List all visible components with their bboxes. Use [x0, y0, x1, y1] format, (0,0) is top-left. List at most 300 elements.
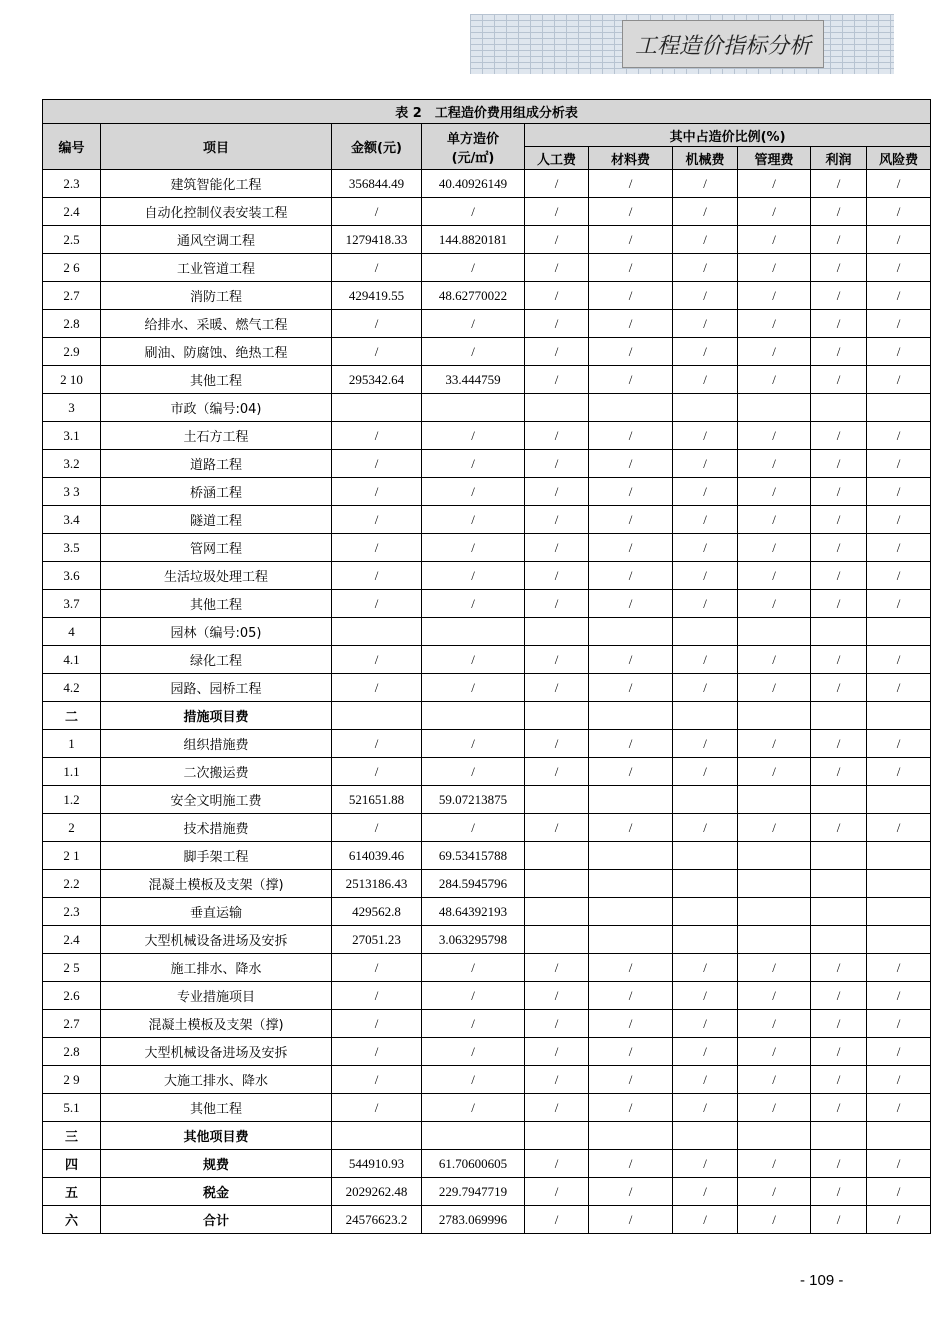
cell-machinery-ratio: / [673, 198, 738, 226]
cell-management-ratio: / [738, 1094, 811, 1122]
cell-risk-ratio: / [867, 170, 931, 198]
table-row [43, 310, 931, 338]
cell-material-ratio: / [589, 254, 673, 282]
table-row [43, 338, 931, 366]
cell-machinery-ratio: / [673, 534, 738, 562]
cell-management-ratio: / [738, 254, 811, 282]
table-row [43, 730, 931, 758]
cell-risk-ratio: / [867, 1206, 931, 1234]
cell-material-ratio: / [589, 450, 673, 478]
cell-management-ratio: / [738, 282, 811, 310]
cell-unit-cost: / [422, 1038, 525, 1066]
cell-profit-ratio: / [811, 170, 867, 198]
cell-profit-ratio: / [811, 1206, 867, 1234]
cell-profit-ratio [811, 786, 867, 814]
cell-material-ratio [589, 1122, 673, 1150]
column-header-machinery: 机械费 [673, 147, 738, 170]
table-row [43, 506, 931, 534]
cell-profit-ratio: / [811, 758, 867, 786]
cell-unit-cost: 144.8820181 [422, 226, 525, 254]
cell-code: 2 6 [43, 254, 101, 282]
cell-management-ratio: / [738, 1038, 811, 1066]
cell-profit-ratio: / [811, 534, 867, 562]
cell-unit-cost: 59.07213875 [422, 786, 525, 814]
section-title: 工程造价指标分析 [622, 20, 824, 68]
cell-risk-ratio: / [867, 674, 931, 702]
cell-amount: / [332, 1010, 422, 1038]
cell-risk-ratio: / [867, 814, 931, 842]
cell-labor-ratio [525, 1122, 589, 1150]
cell-unit-cost: / [422, 310, 525, 338]
cell-risk-ratio [867, 786, 931, 814]
cell-code: 2.4 [43, 926, 101, 954]
cell-material-ratio: / [589, 954, 673, 982]
cell-risk-ratio: / [867, 562, 931, 590]
cell-management-ratio: / [738, 1206, 811, 1234]
cell-risk-ratio: / [867, 758, 931, 786]
cell-risk-ratio: / [867, 506, 931, 534]
cell-profit-ratio: / [811, 1038, 867, 1066]
cell-profit-ratio: / [811, 562, 867, 590]
table-row [43, 1038, 931, 1066]
cell-machinery-ratio: / [673, 338, 738, 366]
cell-risk-ratio [867, 898, 931, 926]
cell-item: 生活垃圾处理工程 [101, 562, 332, 590]
cell-machinery-ratio: / [673, 506, 738, 534]
cell-profit-ratio [811, 618, 867, 646]
cell-risk-ratio: / [867, 1038, 931, 1066]
cell-risk-ratio: / [867, 1066, 931, 1094]
cell-labor-ratio [525, 702, 589, 730]
table-row [43, 758, 931, 786]
cell-item: 自动化控制仪表安装工程 [101, 198, 332, 226]
cell-item: 刷油、防腐蚀、绝热工程 [101, 338, 332, 366]
cell-amount: 544910.93 [332, 1150, 422, 1178]
table-row [43, 814, 931, 842]
cell-item: 大型机械设备进场及安拆 [101, 926, 332, 954]
cell-code: 2.2 [43, 870, 101, 898]
cell-labor-ratio: / [525, 1038, 589, 1066]
cell-unit-cost [422, 618, 525, 646]
cell-material-ratio: / [589, 422, 673, 450]
cell-labor-ratio: / [525, 562, 589, 590]
cell-unit-cost: / [422, 478, 525, 506]
cell-management-ratio [738, 786, 811, 814]
cell-machinery-ratio: / [673, 170, 738, 198]
cell-risk-ratio: / [867, 646, 931, 674]
page-number: - 109 - [800, 1272, 844, 1289]
cell-management-ratio: / [738, 954, 811, 982]
cell-item: 脚手架工程 [101, 842, 332, 870]
cell-amount: / [332, 590, 422, 618]
cell-management-ratio [738, 870, 811, 898]
cell-machinery-ratio [673, 842, 738, 870]
cell-code: 2 5 [43, 954, 101, 982]
column-header-code: 编号 [43, 124, 101, 170]
cell-material-ratio: / [589, 646, 673, 674]
cell-material-ratio [589, 898, 673, 926]
cell-machinery-ratio [673, 1122, 738, 1150]
cell-code: 2.4 [43, 198, 101, 226]
cell-labor-ratio [525, 394, 589, 422]
cell-management-ratio [738, 926, 811, 954]
cell-management-ratio: / [738, 450, 811, 478]
cell-profit-ratio: / [811, 282, 867, 310]
column-header-item: 项目 [101, 124, 332, 170]
cell-code: 1.1 [43, 758, 101, 786]
cell-amount: 1279418.33 [332, 226, 422, 254]
cell-labor-ratio: / [525, 506, 589, 534]
cell-management-ratio [738, 394, 811, 422]
column-header-amount: 金额(元) [332, 124, 422, 170]
cell-management-ratio [738, 702, 811, 730]
cell-risk-ratio [867, 870, 931, 898]
cell-labor-ratio: / [525, 1150, 589, 1178]
cell-unit-cost: 61.70600605 [422, 1150, 525, 1178]
cell-material-ratio: / [589, 1178, 673, 1206]
cell-machinery-ratio: / [673, 1038, 738, 1066]
cell-labor-ratio [525, 870, 589, 898]
cell-profit-ratio [811, 842, 867, 870]
cell-code: 六 [43, 1206, 101, 1234]
cell-material-ratio: / [589, 338, 673, 366]
cell-risk-ratio: / [867, 730, 931, 758]
cell-labor-ratio [525, 926, 589, 954]
cell-labor-ratio: / [525, 1066, 589, 1094]
cell-machinery-ratio: / [673, 1206, 738, 1234]
cell-machinery-ratio [673, 702, 738, 730]
cell-code: 3.4 [43, 506, 101, 534]
cell-risk-ratio: / [867, 450, 931, 478]
cell-management-ratio [738, 618, 811, 646]
cell-machinery-ratio [673, 786, 738, 814]
cell-profit-ratio: / [811, 226, 867, 254]
cell-amount: / [332, 422, 422, 450]
cell-risk-ratio: / [867, 478, 931, 506]
column-header-management: 管理费 [738, 147, 811, 170]
cell-risk-ratio: / [867, 310, 931, 338]
cell-risk-ratio: / [867, 1094, 931, 1122]
cell-profit-ratio: / [811, 814, 867, 842]
cell-amount: / [332, 338, 422, 366]
cell-item: 其他工程 [101, 366, 332, 394]
cell-unit-cost: / [422, 1094, 525, 1122]
cell-labor-ratio: / [525, 254, 589, 282]
cell-unit-cost: / [422, 1010, 525, 1038]
cell-management-ratio: / [738, 170, 811, 198]
cell-unit-cost: / [422, 954, 525, 982]
cell-unit-cost [422, 702, 525, 730]
table-row [43, 450, 931, 478]
table-row [43, 254, 931, 282]
cell-item: 措施项目费 [101, 702, 332, 730]
cell-material-ratio: / [589, 310, 673, 338]
cell-code: 2.9 [43, 338, 101, 366]
table-row [43, 898, 931, 926]
cell-profit-ratio [811, 1122, 867, 1150]
cell-machinery-ratio [673, 898, 738, 926]
cell-item: 隧道工程 [101, 506, 332, 534]
cell-profit-ratio: / [811, 730, 867, 758]
cell-material-ratio [589, 842, 673, 870]
table-row [43, 1122, 931, 1150]
cell-machinery-ratio: / [673, 982, 738, 1010]
cell-machinery-ratio: / [673, 1150, 738, 1178]
cell-material-ratio [589, 926, 673, 954]
cell-management-ratio: / [738, 758, 811, 786]
cell-risk-ratio [867, 926, 931, 954]
cell-risk-ratio: / [867, 534, 931, 562]
cell-unit-cost: 40.40926149 [422, 170, 525, 198]
column-header-profit: 利润 [811, 147, 867, 170]
cell-profit-ratio: / [811, 1010, 867, 1038]
cell-material-ratio: / [589, 730, 673, 758]
cell-item: 园路、园桥工程 [101, 674, 332, 702]
table-row [43, 590, 931, 618]
cell-labor-ratio: / [525, 590, 589, 618]
cell-management-ratio: / [738, 1066, 811, 1094]
cell-profit-ratio: / [811, 310, 867, 338]
cell-item: 合计 [101, 1206, 332, 1234]
cell-item: 大施工排水、降水 [101, 1066, 332, 1094]
cell-material-ratio [589, 870, 673, 898]
cell-unit-cost: / [422, 1066, 525, 1094]
cell-machinery-ratio: / [673, 478, 738, 506]
table-row [43, 1178, 931, 1206]
cell-management-ratio: / [738, 478, 811, 506]
cell-code: 2.3 [43, 898, 101, 926]
cell-unit-cost: 48.64392193 [422, 898, 525, 926]
cell-item: 其他工程 [101, 590, 332, 618]
cell-labor-ratio: / [525, 338, 589, 366]
cell-risk-ratio: / [867, 954, 931, 982]
cell-risk-ratio [867, 394, 931, 422]
cell-material-ratio: / [589, 758, 673, 786]
cell-management-ratio: / [738, 534, 811, 562]
cell-profit-ratio: / [811, 1178, 867, 1206]
cell-code: 2.7 [43, 282, 101, 310]
cell-amount: 24576623.2 [332, 1206, 422, 1234]
cell-material-ratio: / [589, 366, 673, 394]
cell-item: 给排水、采暖、燃气工程 [101, 310, 332, 338]
cell-code: 1.2 [43, 786, 101, 814]
cell-profit-ratio: / [811, 506, 867, 534]
cell-unit-cost: 69.53415788 [422, 842, 525, 870]
cell-material-ratio [589, 618, 673, 646]
cell-management-ratio: / [738, 198, 811, 226]
cell-material-ratio: / [589, 282, 673, 310]
cell-risk-ratio [867, 842, 931, 870]
cell-material-ratio: / [589, 1206, 673, 1234]
cell-profit-ratio: / [811, 478, 867, 506]
cell-profit-ratio: / [811, 674, 867, 702]
cell-profit-ratio [811, 870, 867, 898]
cell-amount: / [332, 254, 422, 282]
cell-material-ratio: / [589, 982, 673, 1010]
cell-code: 2.7 [43, 1010, 101, 1038]
cell-unit-cost: / [422, 590, 525, 618]
cell-code: 3.6 [43, 562, 101, 590]
column-header-labor: 人工费 [525, 147, 589, 170]
cell-profit-ratio: / [811, 366, 867, 394]
cell-management-ratio: / [738, 814, 811, 842]
cell-risk-ratio: / [867, 982, 931, 1010]
cost-analysis-table [42, 99, 931, 1234]
cell-machinery-ratio: / [673, 590, 738, 618]
column-header-risk: 风险费 [867, 147, 931, 170]
cell-material-ratio [589, 394, 673, 422]
cell-material-ratio: / [589, 1094, 673, 1122]
cell-code: 2 10 [43, 366, 101, 394]
cell-machinery-ratio: / [673, 674, 738, 702]
column-header-ratio-group: 其中占造价比例(%) [525, 124, 931, 147]
cell-item: 专业措施项目 [101, 982, 332, 1010]
cell-amount: / [332, 982, 422, 1010]
cell-management-ratio: / [738, 646, 811, 674]
table-row [43, 170, 931, 198]
cell-machinery-ratio: / [673, 954, 738, 982]
cell-machinery-ratio: / [673, 1010, 738, 1038]
cell-amount: / [332, 730, 422, 758]
cell-unit-cost: 229.7947719 [422, 1178, 525, 1206]
cell-material-ratio: / [589, 1150, 673, 1178]
cell-machinery-ratio: / [673, 1066, 738, 1094]
table-row [43, 1206, 931, 1234]
cell-code: 4 [43, 618, 101, 646]
cell-item: 消防工程 [101, 282, 332, 310]
table-row [43, 198, 931, 226]
table-row [43, 534, 931, 562]
cell-unit-cost: 284.5945796 [422, 870, 525, 898]
cell-material-ratio: / [589, 478, 673, 506]
cell-unit-cost: / [422, 646, 525, 674]
cell-profit-ratio: / [811, 982, 867, 1010]
cell-management-ratio: / [738, 338, 811, 366]
cell-management-ratio: / [738, 310, 811, 338]
cell-management-ratio [738, 842, 811, 870]
cell-labor-ratio: / [525, 954, 589, 982]
cell-material-ratio: / [589, 1010, 673, 1038]
cell-risk-ratio: / [867, 282, 931, 310]
cell-profit-ratio: / [811, 254, 867, 282]
cell-risk-ratio: / [867, 338, 931, 366]
table-row [43, 1066, 931, 1094]
cell-amount: / [332, 1038, 422, 1066]
cell-unit-cost: / [422, 730, 525, 758]
cell-risk-ratio [867, 618, 931, 646]
cell-profit-ratio: / [811, 1066, 867, 1094]
cell-code: 2.8 [43, 310, 101, 338]
cell-material-ratio: / [589, 590, 673, 618]
cell-profit-ratio: / [811, 450, 867, 478]
cell-code: 2 1 [43, 842, 101, 870]
cell-amount: / [332, 562, 422, 590]
cell-risk-ratio: / [867, 198, 931, 226]
cell-code: 2.6 [43, 982, 101, 1010]
cell-labor-ratio: / [525, 1094, 589, 1122]
table-row [43, 394, 931, 422]
cell-labor-ratio: / [525, 450, 589, 478]
table-row [43, 646, 931, 674]
cell-machinery-ratio: / [673, 450, 738, 478]
cell-code: 3.7 [43, 590, 101, 618]
cell-labor-ratio: / [525, 282, 589, 310]
cell-labor-ratio: / [525, 1206, 589, 1234]
cell-profit-ratio: / [811, 338, 867, 366]
table-row [43, 422, 931, 450]
cell-item: 二次搬运费 [101, 758, 332, 786]
cell-unit-cost: / [422, 338, 525, 366]
cell-material-ratio: / [589, 506, 673, 534]
cell-labor-ratio: / [525, 198, 589, 226]
table-row [43, 226, 931, 254]
cell-item: 安全文明施工费 [101, 786, 332, 814]
cell-amount: 2513186.43 [332, 870, 422, 898]
cell-management-ratio: / [738, 506, 811, 534]
cell-labor-ratio: / [525, 814, 589, 842]
cell-management-ratio: / [738, 562, 811, 590]
table-row [43, 1094, 931, 1122]
cell-amount: 27051.23 [332, 926, 422, 954]
cell-unit-cost: / [422, 506, 525, 534]
cell-item: 市政（编号:04) [101, 394, 332, 422]
cell-amount: / [332, 198, 422, 226]
cell-amount: / [332, 814, 422, 842]
table-row [43, 926, 931, 954]
cell-risk-ratio: / [867, 590, 931, 618]
table-caption: 表 2 工程造价费用组成分析表 [43, 100, 931, 124]
cell-profit-ratio: / [811, 1094, 867, 1122]
cell-risk-ratio: / [867, 366, 931, 394]
cell-unit-cost [422, 1122, 525, 1150]
cell-labor-ratio [525, 842, 589, 870]
cell-unit-cost: / [422, 254, 525, 282]
cell-risk-ratio: / [867, 254, 931, 282]
cell-code: 3.5 [43, 534, 101, 562]
cell-machinery-ratio [673, 618, 738, 646]
cell-amount: / [332, 954, 422, 982]
cell-amount: / [332, 506, 422, 534]
cell-labor-ratio: / [525, 226, 589, 254]
cell-amount: 356844.49 [332, 170, 422, 198]
cell-amount: 614039.46 [332, 842, 422, 870]
cell-code: 3.2 [43, 450, 101, 478]
cell-amount [332, 618, 422, 646]
table-row [43, 870, 931, 898]
cell-management-ratio: / [738, 366, 811, 394]
cell-amount: / [332, 1066, 422, 1094]
cell-profit-ratio: / [811, 590, 867, 618]
cell-labor-ratio: / [525, 1178, 589, 1206]
cell-unit-cost: 2783.069996 [422, 1206, 525, 1234]
table-row [43, 478, 931, 506]
cell-unit-cost [422, 394, 525, 422]
cell-item: 建筑智能化工程 [101, 170, 332, 198]
cell-unit-cost: / [422, 422, 525, 450]
cell-amount: / [332, 674, 422, 702]
cell-unit-cost: / [422, 450, 525, 478]
cell-item: 其他项目费 [101, 1122, 332, 1150]
table-body [43, 170, 931, 1234]
cell-unit-cost: 3.063295798 [422, 926, 525, 954]
cell-amount: / [332, 478, 422, 506]
cell-code: 4.2 [43, 674, 101, 702]
cell-unit-cost: / [422, 674, 525, 702]
cell-risk-ratio [867, 702, 931, 730]
cell-material-ratio [589, 702, 673, 730]
table-row [43, 366, 931, 394]
cell-amount: / [332, 1094, 422, 1122]
